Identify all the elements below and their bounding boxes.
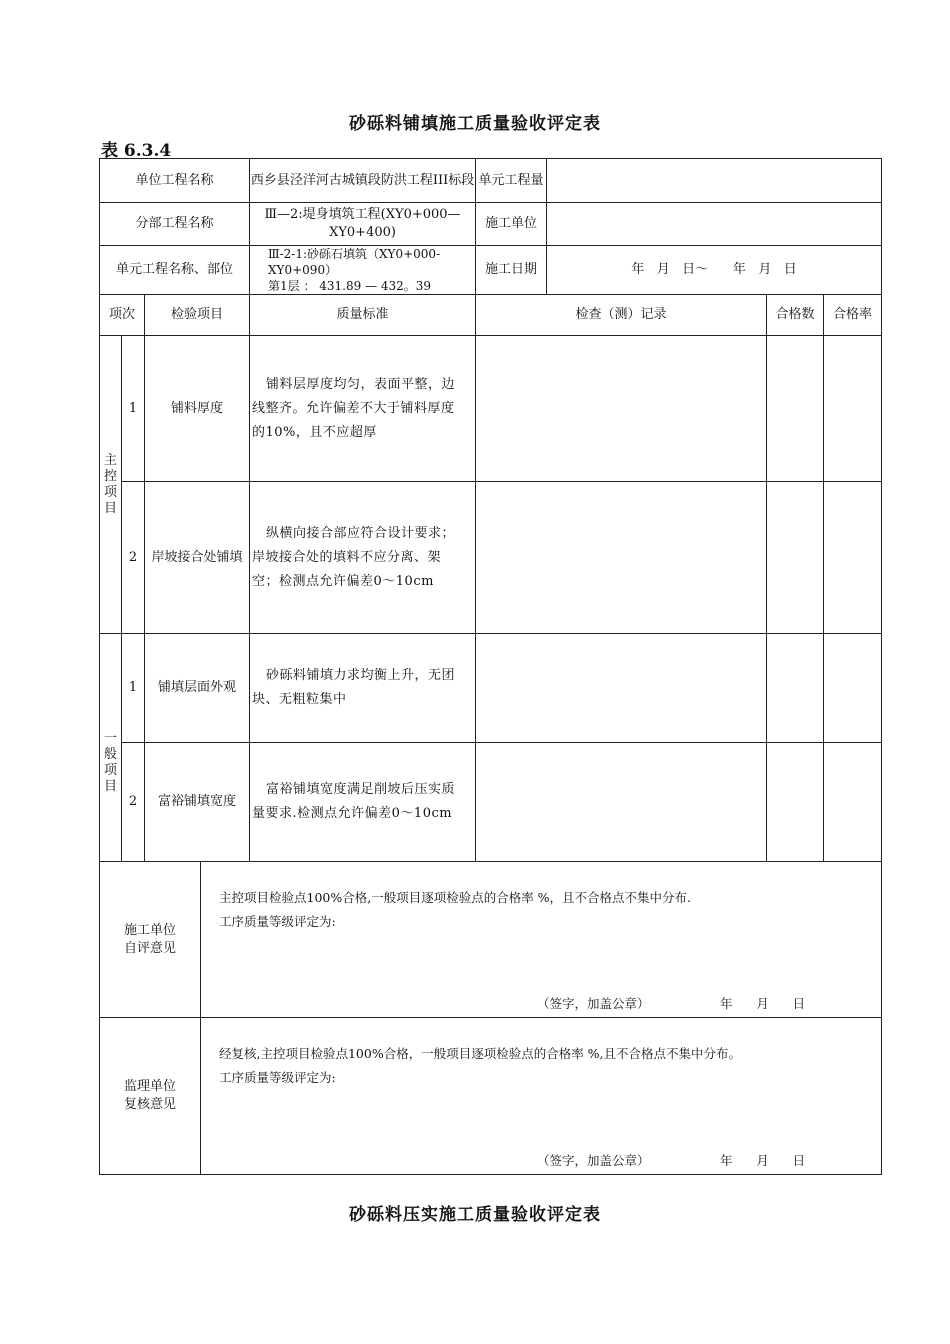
row-pass-count[interactable] — [767, 336, 824, 482]
row-record[interactable] — [476, 634, 767, 743]
self-eval-opinion[interactable] — [201, 862, 882, 1018]
self-eval-label: 施工单位 自评意见 — [100, 862, 201, 1018]
division-label: 分部工程名称 — [100, 203, 250, 246]
row-check-item: 富裕铺填宽度 — [145, 743, 250, 862]
evaluation-table — [99, 158, 882, 1175]
row-pass-count[interactable] — [767, 482, 824, 634]
group-main: 主 控 项 目 — [100, 336, 122, 634]
row-record[interactable] — [476, 482, 767, 634]
row-standard: 纵横向接合部应符合设计要求； 岸坡接合处的填料不应分离、架 空；检测点允许偏差0～10cm — [250, 482, 476, 634]
self-eval-line2: 工序质量等级评定为: — [219, 914, 336, 929]
row-record[interactable] — [476, 336, 767, 482]
row-check-item: 铺料厚度 — [145, 336, 250, 482]
element-label: 单元工程名称、部位 — [100, 246, 250, 295]
col-pass-count: 合格数 — [767, 295, 824, 336]
row-pass-count[interactable] — [767, 634, 824, 743]
table-number: 表 6.3.4 — [101, 141, 172, 161]
row-no: 2 — [122, 743, 145, 862]
self-eval-line1: 主控项目检验点100%合格,一般项目逐项检验点的合格率 %，且不合格点不集中分布. — [219, 890, 692, 905]
unit-project-value: 西乡县泾洋河古城镇段防洪工程III标段 — [250, 159, 476, 203]
group-general: 一 般 项 目 — [100, 634, 122, 862]
contractor-label: 施工单位 — [476, 203, 547, 246]
row-pass-rate[interactable] — [824, 482, 882, 634]
supervisor-eval-line1: 经复核,主控项目检验点100%合格，一般项目逐项检验点的合格率 %,且不合格点不集中分布。 — [219, 1046, 742, 1061]
unit-quantity-value[interactable] — [547, 159, 882, 203]
row-check-item: 铺填层面外观 — [145, 634, 250, 743]
supervisor-eval-opinion[interactable] — [201, 1018, 882, 1175]
division-value: Ⅲ—2:堤身填筑工程(XY0+000—XY0+400) — [250, 203, 476, 246]
row-record[interactable] — [476, 743, 767, 862]
supervisor-eval-line2: 工序质量等级评定为: — [219, 1070, 336, 1085]
contractor-value[interactable] — [547, 203, 882, 246]
next-table-title: 砂砾料压实施工质量验收评定表 — [349, 1205, 601, 1225]
row-check-item: 岸坡接合处铺填 — [145, 482, 250, 634]
unit-project-label: 单位工程名称 — [100, 159, 250, 203]
self-eval-sign: （签字，加盖公章） — [537, 996, 650, 1011]
row-pass-rate[interactable] — [824, 336, 882, 482]
self-eval-date: 年 月 日 — [720, 996, 806, 1011]
row-no: 1 — [122, 634, 145, 743]
col-record: 检查（测）记录 — [476, 295, 767, 336]
row-no: 2 — [122, 482, 145, 634]
col-item-no: 项次 — [100, 295, 145, 336]
col-pass-rate: 合格率 — [824, 295, 882, 336]
row-standard: 富裕铺填宽度满足削坡后压实质 量要求.检测点允许偏差0～10cm — [250, 743, 476, 862]
supervisor-eval-date: 年 月 日 — [720, 1153, 806, 1168]
element-value — [250, 246, 476, 295]
date-value: 年 月 日～ 年 月 日 — [547, 246, 882, 295]
row-pass-count[interactable] — [767, 743, 824, 862]
row-pass-rate[interactable] — [824, 634, 882, 743]
element-value-line1: Ⅲ-2-1:砂砾石填筑（XY0+000-XY0+090） — [268, 247, 441, 277]
supervisor-eval-label: 监理单位 复核意见 — [100, 1018, 201, 1175]
page-title: 砂砾料铺填施工质量验收评定表 — [349, 114, 601, 134]
date-label: 施工日期 — [476, 246, 547, 295]
unit-quantity-label: 单元工程量 — [476, 159, 547, 203]
element-value-line2: 第1层 ： 431.89 — 432。39 — [268, 279, 432, 293]
row-standard: 砂砾料铺填力求均衡上升，无团 块、无粗粒集中 — [250, 634, 476, 743]
col-check-item: 检验项目 — [145, 295, 250, 336]
col-standard: 质量标准 — [250, 295, 476, 336]
row-standard: 铺料层厚度均匀，表面平整，边 线整齐。允许偏差不大于铺料厚度 的10%，且不应超厚 — [250, 336, 476, 482]
row-pass-rate[interactable] — [824, 743, 882, 862]
supervisor-eval-sign: （签字，加盖公章） — [537, 1153, 650, 1168]
row-no: 1 — [122, 336, 145, 482]
